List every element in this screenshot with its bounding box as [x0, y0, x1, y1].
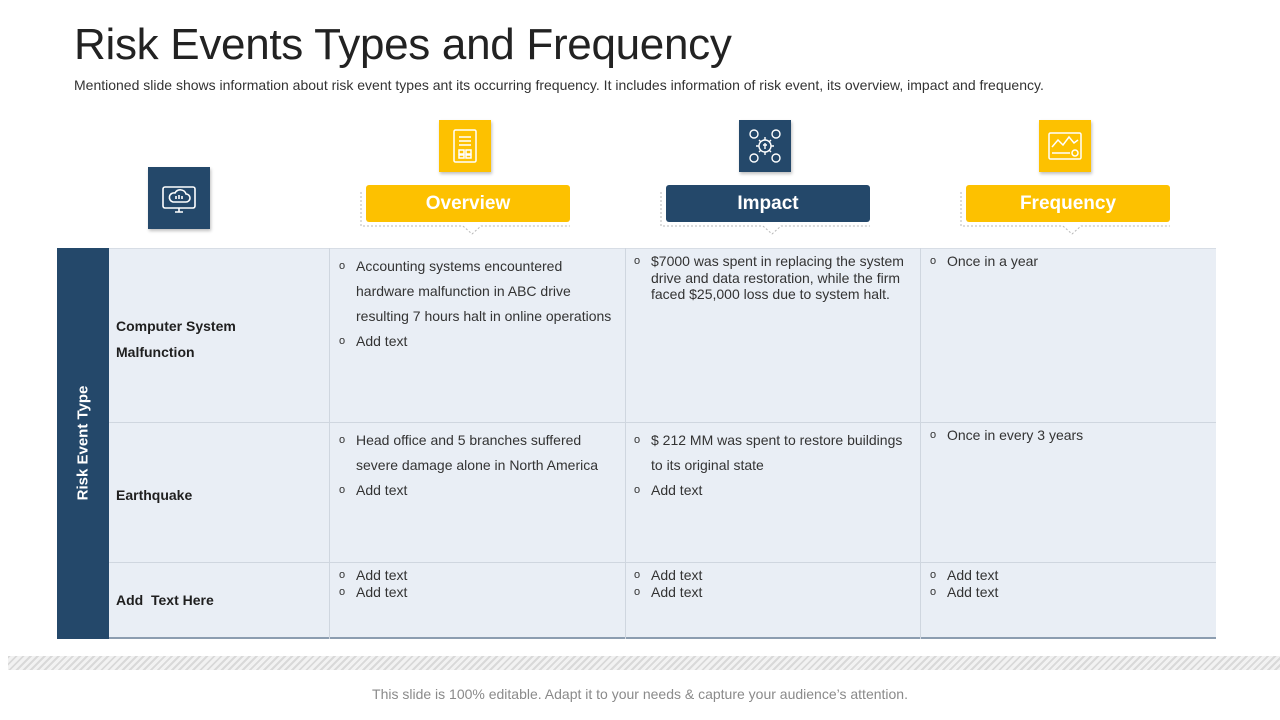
- overview-header: Overview: [366, 185, 570, 222]
- side-label: Risk Event Type: [74, 385, 92, 501]
- list-item: o Add text: [338, 567, 620, 584]
- list-item: o Add text: [633, 478, 913, 503]
- page-subtitle: Mentioned slide shows information about risk event types ant its occurring frequency. It includes information of risk event, its overview, impact and frequency.: [74, 77, 1044, 93]
- column-divider: [625, 248, 626, 639]
- row-divider: [109, 422, 1216, 423]
- cell-impact-3: [633, 567, 915, 600]
- list-item: o $7000 was spent in replacing the system drive and data restoration, while the firm faced $25,000 loss due to system halt.: [633, 253, 915, 303]
- cell-frequency-2: [929, 427, 1211, 444]
- column-divider: [920, 248, 921, 639]
- column-divider: [329, 248, 330, 639]
- cell-overview-3: [338, 567, 620, 600]
- footer-note: This slide is 100% editable. Adapt it to your needs & capture your audience’s attention.: [372, 686, 908, 702]
- list-item: o Add text: [929, 584, 1211, 601]
- footer-stripe: [8, 656, 1280, 670]
- row-label-add-text: Add Text Here: [116, 592, 214, 608]
- row-divider: [109, 562, 1216, 563]
- list-item: o $ 212 MM was spent to restore buildings to its original state: [633, 428, 913, 478]
- cell-overview-2: [338, 428, 608, 503]
- row-label-earthquake: Earthquake: [116, 487, 193, 503]
- page-title: Risk Events Types and Frequency: [74, 20, 732, 69]
- impact-header: Impact: [666, 185, 870, 222]
- list-item: o Add text: [633, 584, 915, 601]
- cell-frequency-3: [929, 567, 1211, 600]
- cell-overview-1: [338, 254, 620, 354]
- list-item: o Add text: [633, 567, 915, 584]
- document-icon: [439, 120, 491, 172]
- computer-cloud-icon: [148, 167, 210, 229]
- row-label-computer-system: Computer System Malfunction: [116, 318, 236, 360]
- cell-impact-2: [633, 428, 913, 503]
- list-item: o Head office and 5 branches suffered severe damage alone in North America: [338, 428, 608, 478]
- list-item: o Once in a year: [929, 253, 1211, 270]
- cell-impact-1: [633, 253, 915, 303]
- list-item: o Add text: [338, 478, 608, 503]
- list-item: o Accounting systems encountered hardware malfunction in ABC drive resulting 7 hours halt in online operations: [338, 254, 620, 329]
- list-item: o Add text: [929, 567, 1211, 584]
- list-item: o Once in every 3 years: [929, 427, 1211, 444]
- cell-frequency-1: [929, 253, 1211, 270]
- chart-monitor-icon: [1039, 120, 1091, 172]
- frequency-header: Frequency: [966, 185, 1170, 222]
- list-item: o Add text: [338, 584, 620, 601]
- list-item: o Add text: [338, 329, 620, 354]
- process-gears-icon: [739, 120, 791, 172]
